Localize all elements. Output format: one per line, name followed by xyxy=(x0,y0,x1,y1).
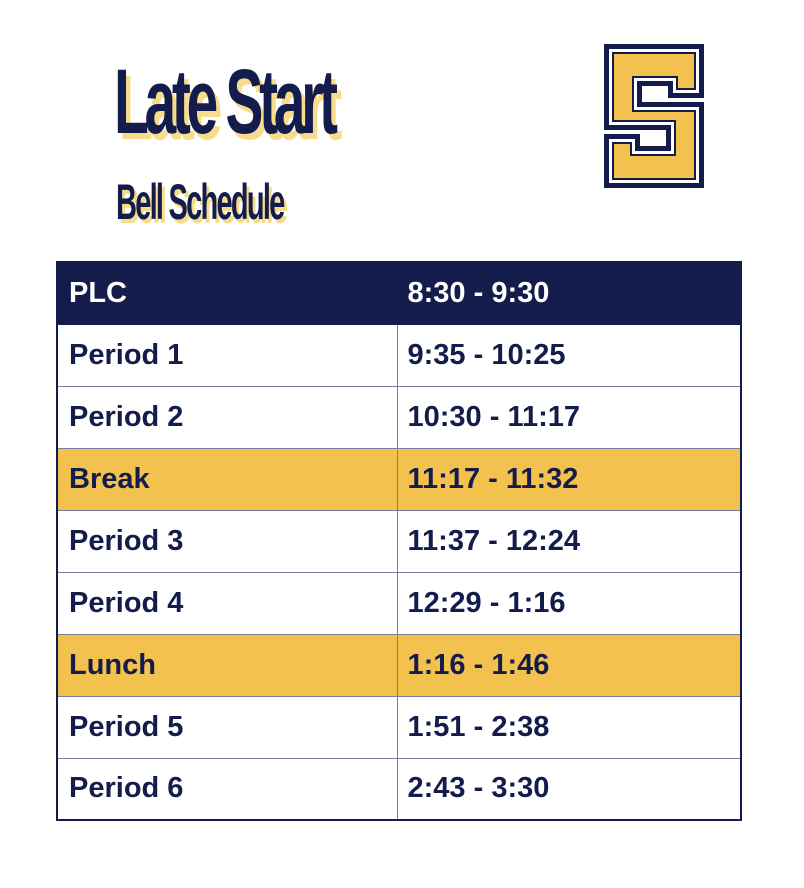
schedule-row xyxy=(57,510,741,572)
schedule-row xyxy=(57,758,741,820)
schedule-row xyxy=(57,634,741,696)
schedule-row xyxy=(57,386,741,448)
schedule-period-label: Lunch xyxy=(57,634,397,696)
schedule-time-range: 12:29 - 1:16 xyxy=(397,572,741,634)
schedule-period-label: Period 6 xyxy=(57,758,397,820)
school-logo-s-icon xyxy=(602,42,706,190)
schedule-time-range: 11:37 - 12:24 xyxy=(397,510,741,572)
page-title: Late Start xyxy=(114,51,334,153)
schedule-period-label: Period 1 xyxy=(57,324,397,386)
schedule-period-label: PLC xyxy=(57,262,397,324)
schedule-period-label: Period 4 xyxy=(57,572,397,634)
schedule-period-label: Period 5 xyxy=(57,696,397,758)
title-block xyxy=(114,40,554,240)
schedule-time-range: 10:30 - 11:17 xyxy=(397,386,741,448)
schedule-row xyxy=(57,572,741,634)
schedule-time-range: 9:35 - 10:25 xyxy=(397,324,741,386)
schedule-row xyxy=(57,324,741,386)
schedule-time-range: 1:16 - 1:46 xyxy=(397,634,741,696)
schedule-time-range: 8:30 - 9:30 xyxy=(397,262,741,324)
schedule-row xyxy=(57,696,741,758)
schedule-period-label: Period 2 xyxy=(57,386,397,448)
schedule-row xyxy=(57,448,741,510)
schedule-time-range: 11:17 - 11:32 xyxy=(397,448,741,510)
schedule-period-label: Break xyxy=(57,448,397,510)
bell-schedule-body xyxy=(57,262,741,820)
schedule-period-label: Period 3 xyxy=(57,510,397,572)
schedule-row xyxy=(57,262,741,324)
page-subtitle: Bell Schedule xyxy=(116,174,284,230)
schedule-time-range: 1:51 - 2:38 xyxy=(397,696,741,758)
schedule-time-range: 2:43 - 3:30 xyxy=(397,758,741,820)
bell-schedule-table xyxy=(56,261,742,821)
